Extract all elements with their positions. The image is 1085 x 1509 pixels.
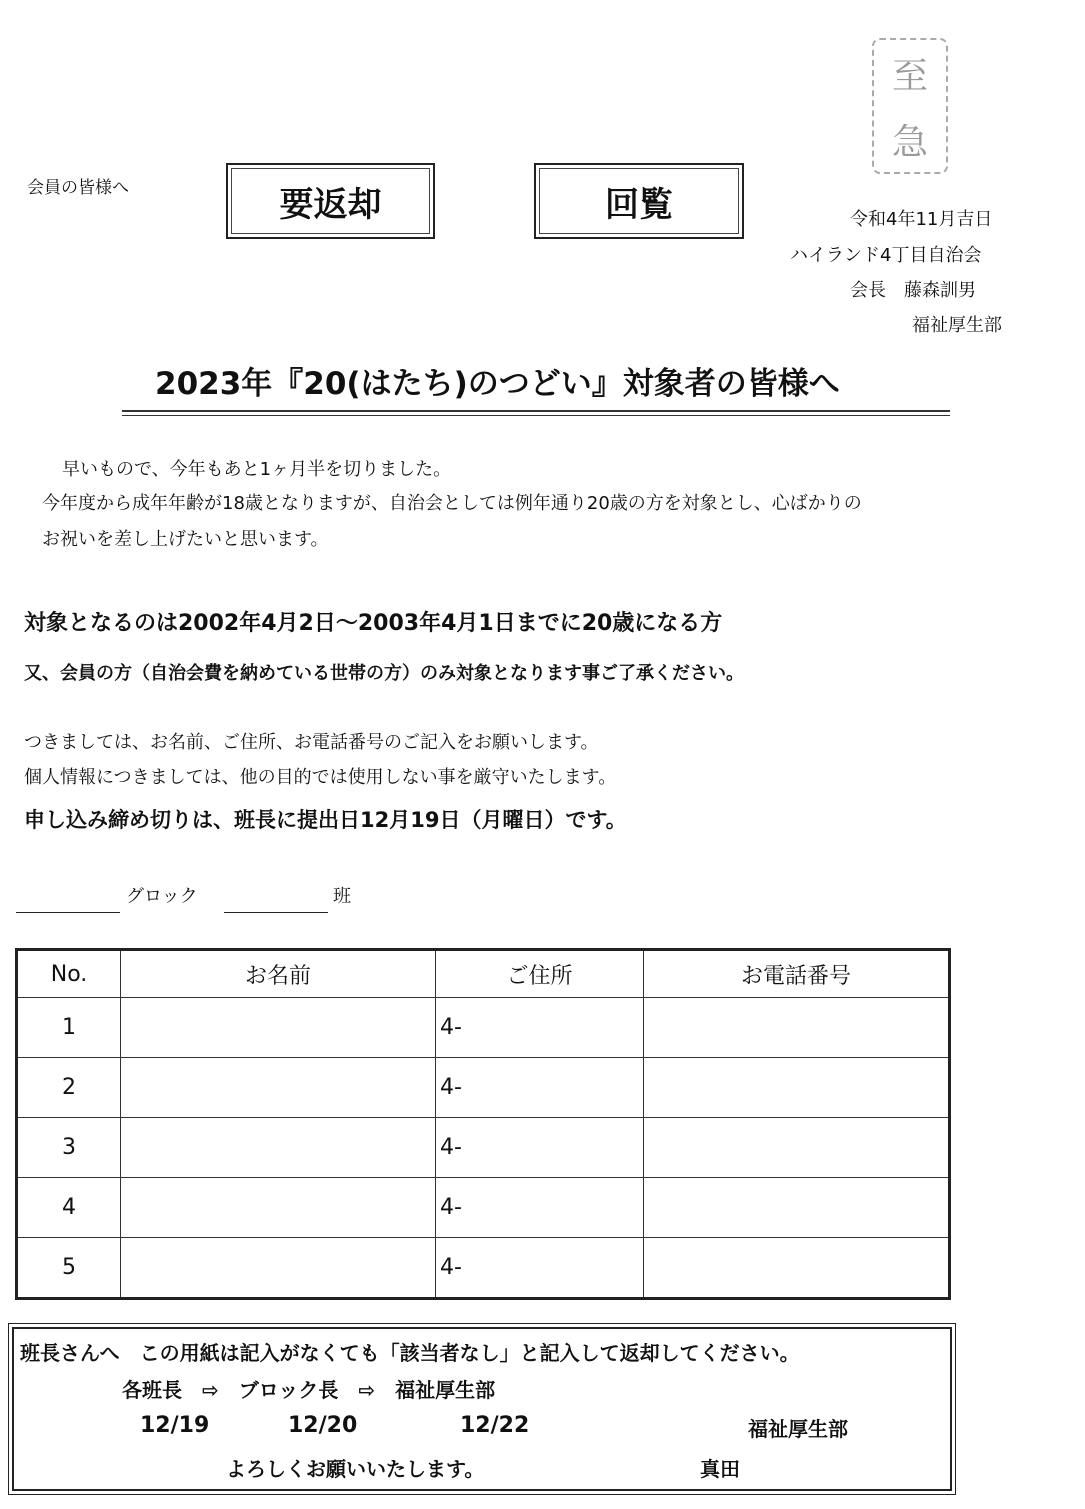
contact-person: 真田: [700, 1457, 740, 1481]
title-underline-thin: [122, 415, 950, 416]
urgent-stamp: [872, 38, 948, 174]
intro-line-3: お祝いを差し上げたいと思います。: [42, 529, 329, 550]
phone-cell[interactable]: [644, 998, 950, 1058]
notice-line: 班長さんへ この用紙は記入がなくても「該当者なし」と記入して返却してください。: [20, 1341, 800, 1365]
table-row: [17, 1178, 950, 1238]
name-cell[interactable]: [121, 1178, 436, 1238]
row-number: 3: [17, 1118, 121, 1178]
block-blank-line[interactable]: [16, 912, 120, 913]
date-welfare: 12/22: [460, 1413, 530, 1438]
date-team-leader: 12/19: [140, 1413, 210, 1438]
title-underline: [122, 410, 950, 412]
name-cell[interactable]: [121, 1238, 436, 1299]
eligibility-range: 対象となるのは2002年4月2日～2003年4月1日までに20歳になる方: [24, 611, 723, 636]
intro-line-2: 今年度から成年年齢が18歳となりますが、自治会としては例年通り20歳の方を対象とし、心ばかりの: [42, 493, 862, 514]
department: 福祉厚生部: [912, 315, 1002, 336]
row-number: 4: [17, 1178, 121, 1238]
address-cell[interactable]: 4-: [436, 1118, 644, 1178]
address-cell[interactable]: 4-: [436, 1178, 644, 1238]
block-label: グロック: [126, 886, 198, 907]
stamp-char-top: 至: [891, 55, 928, 97]
issue-date: 令和4年11月吉日: [850, 209, 993, 230]
table-header-row: [17, 950, 950, 998]
row-number: 5: [17, 1238, 121, 1299]
address-cell[interactable]: 4-: [436, 998, 644, 1058]
return-required-box: 要返却: [226, 163, 435, 239]
page-title: 2023年『20(はたち)のつどい』対象者の皆様へ: [155, 366, 840, 402]
header-no: No.: [17, 950, 121, 998]
phone-cell[interactable]: [644, 1058, 950, 1118]
stamp-char-bottom: 急: [891, 121, 928, 163]
phone-cell[interactable]: [644, 1118, 950, 1178]
table-row: [17, 998, 950, 1058]
phone-cell[interactable]: [644, 1238, 950, 1299]
name-cell[interactable]: [121, 998, 436, 1058]
header-name: お名前: [121, 950, 436, 998]
notice-department: 福祉厚生部: [748, 1417, 848, 1441]
request-line-1: つきましては、お名前、ご住所、お電話番号のご記入をお願いします。: [24, 732, 599, 753]
table-row: [17, 1118, 950, 1178]
chairperson: 会長 藤森訓男: [850, 280, 976, 301]
eligibility-member-note: 又、会員の方（自治会費を納めている世帯の方）のみ対象となります事ご了承ください。: [24, 663, 744, 684]
table-row: [17, 1238, 950, 1299]
intro-line-1: 早いもので、今年もあと1ヶ月半を切りました。: [62, 459, 452, 480]
header-address: ご住所: [436, 950, 644, 998]
han-blank-line[interactable]: [224, 912, 328, 913]
request-line-2: 個人情報につきましては、他の目的では使用しない事を厳守いたします。: [24, 767, 617, 788]
organization: ハイランド4丁目自治会: [790, 245, 982, 266]
han-label: 班: [333, 886, 351, 907]
circulate-box: 回覧: [534, 163, 744, 239]
table-row: [17, 1058, 950, 1118]
deadline: 申し込み締め切りは、班長に提出日12月19日（月曜日）です。: [24, 808, 627, 832]
name-cell[interactable]: [121, 1118, 436, 1178]
notice-box: [12, 1327, 952, 1491]
name-cell[interactable]: [121, 1058, 436, 1118]
closing: よろしくお願いいたします。: [226, 1457, 485, 1481]
addressee: 会員の皆様へ: [27, 178, 129, 198]
routing-flow: 各班長 ⇨ ブロック長 ⇨ 福祉厚生部: [122, 1378, 496, 1402]
date-block-leader: 12/20: [288, 1413, 358, 1438]
row-number: 1: [17, 998, 121, 1058]
address-cell[interactable]: 4-: [436, 1058, 644, 1118]
phone-cell[interactable]: [644, 1178, 950, 1238]
address-cell[interactable]: 4-: [436, 1238, 644, 1299]
header-phone: お電話番号: [644, 950, 950, 998]
registration-table: [15, 948, 951, 1300]
row-number: 2: [17, 1058, 121, 1118]
